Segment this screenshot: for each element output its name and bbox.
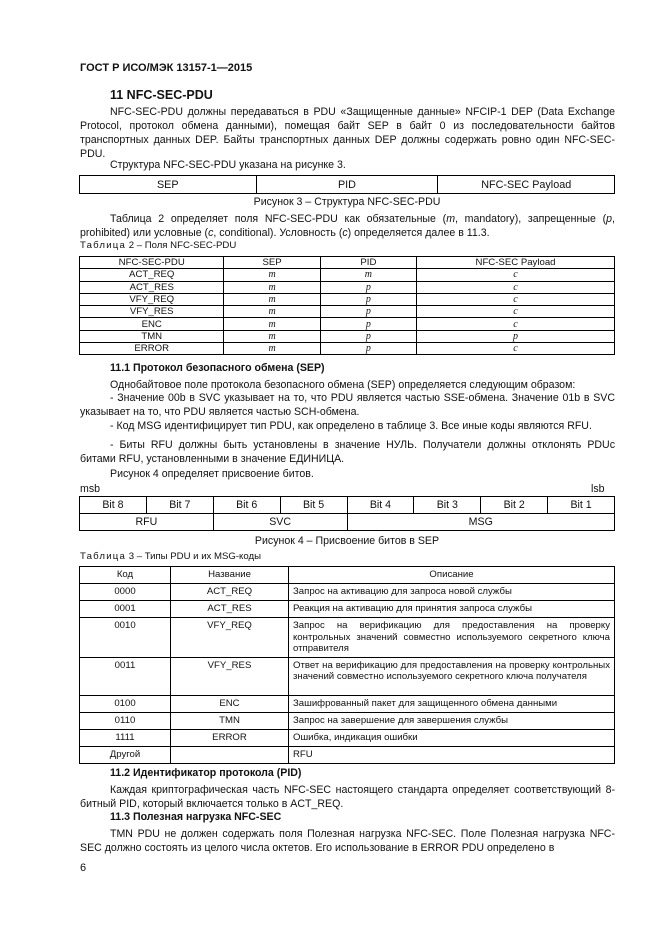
- paragraph-figure4-ref: Рисунок 4 определяет присвоение битов.: [110, 468, 314, 480]
- msg-group-cell: MSG: [347, 514, 615, 531]
- subsection-11-2-title: 11.2 Идентификатор протокола (PID): [110, 767, 302, 779]
- paragraph-pid: Каждая криптографическая часть NFC-SEC настоящего стандарта определяет соответствующий 8-битный PID, который включается только в ACT_REQ.: [80, 784, 615, 810]
- table2-caption: Таблица 2 – Поля NFC-SEC-PDU: [80, 240, 237, 251]
- table-row: Другой RFU: [80, 746, 615, 763]
- bit-cell: Bit 4: [347, 497, 414, 514]
- svc-group-cell: SVC: [213, 514, 347, 531]
- table-row: VFY_REQ m p c: [80, 293, 615, 305]
- figure3-structure: [79, 175, 615, 194]
- table2-header-row: [80, 257, 615, 269]
- bit-cell: Bit 2: [481, 497, 548, 514]
- table3-header: Название: [171, 567, 289, 584]
- paragraph-pdu-transport: NFC-SEC-PDU должны передаваться в PDU «Защищенные данные» NFCIP-1 DEP (Data Exchange Protocol, протокол обмена данными), помещая байт SEP в байт 0 из последовательности байтов транспортных данных DEP. Байты транспортных данных DEP должны содержать ровно один NFC-SEC-PDU.: [80, 106, 615, 160]
- table3-header: Код: [80, 567, 171, 584]
- figure4-msb-label: msb: [80, 483, 101, 495]
- figure3-pid-cell: PID: [256, 176, 438, 194]
- table-row: 0010 VFY_REQ Запрос на верификацию для предоставления на проверку контрольных значений совместно используемого секретного ключа отправителя: [80, 618, 615, 658]
- table-row: TMN m p p: [80, 330, 615, 342]
- table-row: 0100 ENC Зашифрованный пакет для защищенного обмена данными: [80, 695, 615, 712]
- table3-header: Описание: [289, 567, 615, 584]
- table3-pdu-types: [79, 566, 615, 764]
- table-row: VFY_RES m p c: [80, 306, 615, 318]
- bit-cell: Bit 1: [548, 497, 615, 514]
- paragraph-sep-msg: - Код MSG идентифицирует тип PDU, как определено в таблице 3. Все иные коды являются RFU.: [110, 420, 592, 432]
- subsection-11-3-title: 11.3 Полезная нагрузка NFC-SEC: [110, 811, 282, 823]
- paragraph-sep-svc: - Значение 00b в SVC указывает на то, что PDU является частью SSE-обмена. Значение 01b в SVC указывает на то, что PDU является частью SCH-обмена.: [80, 392, 615, 418]
- table-row: ERROR m p c: [80, 343, 615, 355]
- document-header: ГОСТ Р ИСО/МЭК 13157-1—2015: [80, 62, 253, 74]
- table-row: 0110 TMN Запрос на завершение для завершения службы: [80, 712, 615, 729]
- figure3-caption: Рисунок 3 – Структура NFC-SEC-PDU: [253, 196, 441, 208]
- table-row: 1111 ERROR Ошибка, индикация ошибки: [80, 729, 615, 746]
- table-row: ACT_RES m p c: [80, 281, 615, 293]
- paragraph-structure-ref: Структура NFC-SEC-PDU указана на рисунке 3.: [110, 159, 346, 171]
- table2-header: SEP: [224, 257, 320, 269]
- table2-fields: [79, 256, 615, 355]
- table-row: 0000 ACT_REQ Запрос на активацию для запроса новой службы: [80, 584, 615, 601]
- bit-cell: Bit 8: [80, 497, 147, 514]
- table2-header: PID: [320, 257, 416, 269]
- figure3-sep-cell: SEP: [80, 176, 257, 194]
- table3-caption: Таблица 3 – Типы PDU и их MSG-коды: [80, 551, 261, 562]
- bit-cell: Bit 5: [280, 497, 347, 514]
- figure4-bits-row: [80, 497, 615, 514]
- figure4-groups-row: [80, 514, 615, 531]
- figure3-payload-cell: NFC-SEC Payload: [438, 176, 615, 194]
- figure4-bit-assignment: [79, 496, 615, 531]
- figure4-lsb-label: lsb: [591, 483, 605, 495]
- paragraph-table2-intro: Таблица 2 определяет поля NFC-SEC-PDU как обязательные (m, mandatory), запрещенные (p, prohibited) или условные (c, conditional). Условность (c) определяется далее в 11.3.: [80, 213, 615, 239]
- table-row: ENC m p c: [80, 318, 615, 330]
- subsection-11-1-title: 11.1 Протокол безопасного обмена (SEP): [110, 362, 325, 374]
- section-title: 11 NFC-SEC-PDU: [110, 88, 213, 102]
- bit-cell: Bit 3: [414, 497, 481, 514]
- bit-cell: Bit 7: [146, 497, 213, 514]
- figure4-caption: Рисунок 4 – Присвоение битов в SEP: [254, 535, 440, 547]
- paragraph-payload: TMN PDU не должен содержать поля Полезная нагрузка NFC-SEC. Поле Полезная нагрузка NFC-SEC должно состоять из целого числа октетов. Его использование в ERROR PDU определено в: [80, 828, 615, 854]
- table-row: 0011 VFY_RES Ответ на верификацию для предоставления на проверку контрольных значений совместно используемого секретного ключа получателя: [80, 657, 615, 695]
- paragraph-sep-intro: Однобайтовое поле протокола безопасного обмена (SEP) определяется следующим образом:: [110, 379, 576, 391]
- table2-header: NFC-SEC Payload: [417, 257, 615, 269]
- page-number: 6: [80, 862, 87, 874]
- table3-header-row: [80, 567, 615, 584]
- bit-cell: Bit 6: [213, 497, 280, 514]
- table2-header: NFC-SEC-PDU: [80, 257, 224, 269]
- paragraph-sep-rfu: - Биты RFU должны быть установлены в значение НУЛЬ. Получатели должны отклонять PDUс битами RFU, установленными в значение ЕДИНИЦА.: [80, 439, 615, 465]
- table-row: 0001 ACT_RES Реакция на активацию для принятия запроса службы: [80, 601, 615, 618]
- rfu-group-cell: RFU: [80, 514, 214, 531]
- table-row: ACT_REQ m m c: [80, 269, 615, 281]
